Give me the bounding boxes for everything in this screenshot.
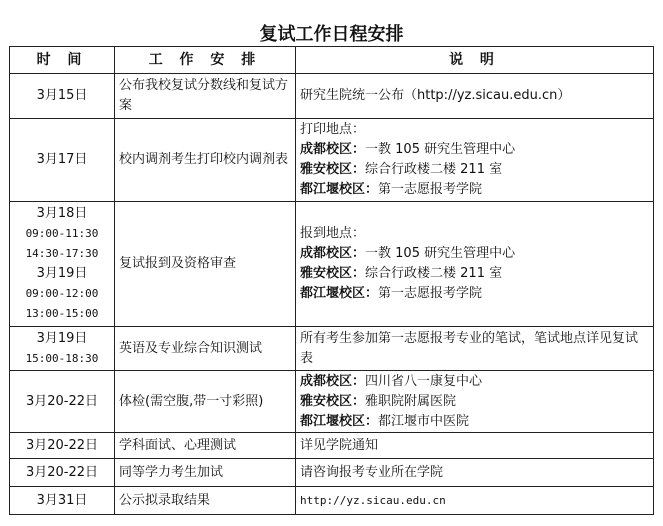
table-row: [10, 487, 654, 515]
campus-location: 第一志愿报考学院: [378, 182, 483, 197]
task-cell: 复试报到及资格审查: [115, 202, 296, 327]
date: 3月18日: [36, 206, 88, 221]
table-row: [10, 459, 654, 487]
table-row: [10, 74, 654, 119]
campus-label: 都江堰校区：: [300, 286, 379, 301]
time-cell: 3月20-22日: [10, 433, 115, 459]
task-cell: 学科面试、心理测试: [115, 433, 296, 459]
header-task: 工 作 安 排: [115, 47, 296, 74]
time-cell: 3月20-22日: [10, 371, 115, 433]
note-cell: http://yz.sicau.edu.cn: [296, 487, 654, 515]
campus-label: 雅安校区：: [300, 162, 366, 177]
campus-location: 第一志愿报考学院: [378, 286, 483, 301]
header-time: 时 间: [10, 47, 115, 74]
time-cell: 3月15日: [10, 74, 115, 119]
time-cell: [10, 202, 115, 327]
campus-label: 都江堰校区：: [300, 413, 379, 429]
campus-location: 都江堰市中医院: [378, 413, 470, 429]
time-cell: [10, 327, 115, 371]
table-header: [10, 47, 654, 74]
task-cell: 英语及专业综合知识测试: [115, 327, 296, 371]
note-cell: [296, 119, 654, 202]
date: 3月19日: [36, 266, 88, 281]
table-row: [10, 119, 654, 202]
table-row: [10, 202, 654, 327]
campus-location: 一教 105 研究生管理中心: [365, 142, 516, 157]
time-range: 13:00-15:00: [25, 307, 99, 320]
time-cell: 3月20-22日: [10, 459, 115, 487]
task-cell: 同等学力考生加试: [115, 459, 296, 487]
time-range: 15:00-18:30: [25, 351, 99, 365]
task-cell: 公示拟录取结果: [115, 487, 296, 515]
note-heading: 打印地点：: [300, 122, 366, 137]
campus-location: 四川省八一康复中心: [365, 373, 483, 389]
campus-location: 综合行政楼二楼 211 室: [365, 162, 503, 177]
table-row: [10, 327, 654, 371]
note-cell: [296, 202, 654, 327]
note-cell: 请咨询报考专业所在学院: [296, 459, 654, 487]
campus-location: 雅职院附属医院: [365, 393, 457, 409]
campus-label: 雅安校区：: [300, 393, 366, 409]
date: 3月19日: [36, 330, 88, 346]
header-note: 说 明: [296, 47, 654, 74]
campus-label: 成都校区：: [300, 246, 366, 261]
time-cell: 3月17日: [10, 119, 115, 202]
campus-location: 综合行政楼二楼 211 室: [365, 266, 503, 281]
note-cell: 所有考生参加第一志愿报考专业的笔试，笔试地点详见复试表: [296, 327, 654, 371]
note-cell: [296, 371, 654, 433]
table-row: [10, 433, 654, 459]
campus-label: 成都校区：: [300, 142, 366, 157]
note-cell: 研究生院统一公布（http://yz.sicau.edu.cn）: [296, 74, 654, 119]
schedule-table: [9, 46, 654, 515]
task-cell: 公布我校复试分数线和复试方案: [115, 74, 296, 119]
note-cell: 详见学院通知: [296, 433, 654, 459]
campus-label: 成都校区：: [300, 373, 366, 389]
campus-label: 都江堰校区：: [300, 182, 379, 197]
table-row: [10, 371, 654, 433]
page-title: 复试工作日程安排: [259, 24, 404, 45]
time-range: 09:00-12:00: [25, 287, 99, 300]
task-cell: 校内调剂考生打印校内调剂表: [115, 119, 296, 202]
note-heading: 报到地点：: [300, 226, 366, 241]
campus-label: 雅安校区：: [300, 266, 366, 281]
task-cell: 体检(需空腹,带一寸彩照): [115, 371, 296, 433]
time-range: 14:30-17:30: [25, 247, 99, 260]
time-range: 09:00-11:30: [25, 227, 99, 240]
campus-location: 一教 105 研究生管理中心: [365, 246, 516, 261]
time-cell: 3月31日: [10, 487, 115, 515]
